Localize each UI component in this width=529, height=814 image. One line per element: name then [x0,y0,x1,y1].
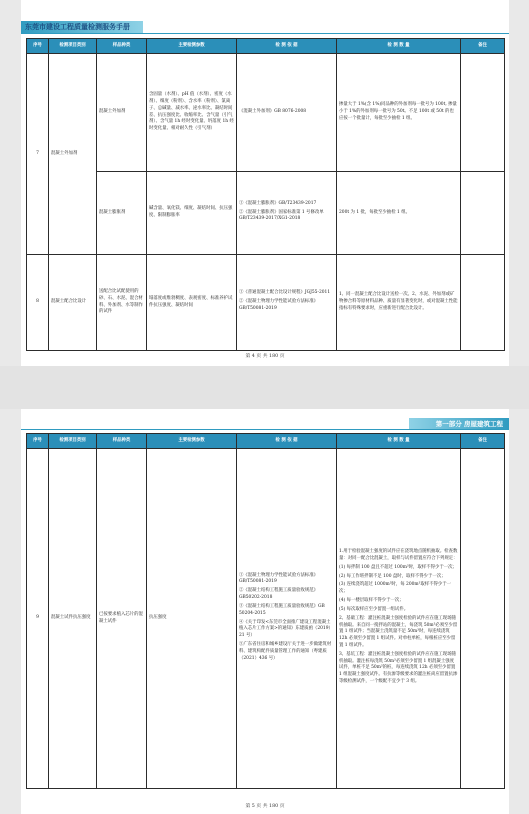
quantity-item: (1) 每拌制 100 盘且不超过 100m³时，取样不得少于一次； [339,564,457,570]
col-header: 样品种类 [97,434,147,449]
params-cell: 抗压强度 [147,449,237,789]
remark-cell [461,449,505,789]
quantity-item: (2) 每工作班拌制不足 100 盘时，取样不得少于一次； [339,573,446,579]
basis-item: ③《混凝土结构工程施工质量验收规范》GB 50204-2015 [239,603,325,616]
page-footer: 第 4 页 共 180 页 [245,354,285,359]
basis-item: ①《普通混凝土配合比设计规程》JGJ55-2011 [239,290,331,296]
col-header: 检测项目类别 [49,39,97,54]
sample-cell: 混凝土外加剂 [97,54,147,172]
table-row [27,449,505,789]
row-number: 8 [27,255,49,351]
quantity-item: 3、基坑工程：灌注桩混凝土强度检验的试件应在施工现场随机抽取。灌注桩每浇筑 50m³必须至少留置 1 组混凝土强度试件，单桩不足 50m³的桩，每连续浇筑 12h 必须至少留置 1 组混凝土强度试件。有抗渗等级要求的灌注桩尚应留置抗渗等级检测试件，一个级配不宜少于 3 组。 [339,651,458,685]
params-cell: 碱含量、氧化镁、细度、凝结时间、抗压强度、限制膨胀率 [147,172,237,255]
quantity-cell: 掺量大于 1%(含 1%)同品种的外加剂每一批号为 100t, 掺量小于 1%的外加剂每一批号为 50t。不足 100t 或 50t 的也应按一个批量计，每批至少抽检 1 组。 [337,54,461,172]
table-row [27,255,505,351]
col-header: 检 测 数 量 [337,39,461,54]
page-4 [21,0,509,366]
col-header: 序号 [27,39,49,54]
page-footer: 第 5 页 共 180 页 [245,804,285,809]
quantity-cell [337,449,461,789]
col-header: 检测项目类别 [49,434,97,449]
basis-cell [237,255,337,351]
inspection-table-page5 [26,433,505,789]
section-title: 第一部分 房屋建筑工程 [435,420,503,428]
section-header-band [409,418,509,429]
basis-item: ②《混凝土结构工程施工质量验收规范》GB50202-2018 [239,588,319,601]
basis-cell [237,172,337,255]
header-rule [21,33,509,34]
page-gap [0,366,529,409]
col-header: 备注 [461,39,505,54]
category-cell: 混凝土外加剂 [49,54,97,255]
col-header: 备注 [461,434,505,449]
sample-cell: 混凝土膨胀剂 [97,172,147,255]
basis-cell: 《混凝土外加剂》GB 8076-2008 [237,54,337,172]
sample-cell: 已按要求植入芯片的混凝土试件 [97,449,147,789]
quantity-item: (3) 连续浇筑超过 1000m³时，每 200m³取样不得少于一次； [339,582,452,595]
basis-item: ④《关于印发<东莞市全面推广建设工程混凝土植入芯片工作方案>的通知》东建质函（2019）21 号） [239,619,333,639]
basis-item: ①《混凝土物理力学性能试验方法标准》GB/T50081-2019 [239,572,319,585]
basis-item: ②《混凝土膨胀剂》国家标准第 1 号修改单 GB/T23439-2017/XG1-2018 [239,209,324,222]
quantity-item: 2、基础工程：灌注桩混凝土强度检验的试件应在施工现场随机抽取。来自同一搅拌站的混凝土，每浇筑 50m³必须至少留置 1 组试件；当混凝土浇筑量不足 50m³时，每连续浇筑 12h 必须至少留置 1 组试件。对单柱单桩，每根桩应至少留置 1 组试件。 [339,615,458,648]
sample-cell: 送配合比试配使用的砂、石、水泥、混合材料、外加剂、水等制作的试件 [97,255,147,351]
params-cell: 含固量（水剂）、pH 值（水剂）、密度（水剂）、细度（粉剂）、含水率（粉剂）、氯离子、总碱量、减水率、泌水率比、凝结时间差、抗压强度比、收缩率比、含气量（引气剂）、含气量 1h 经时变化量、坍落度 1h 经时变化量、相对耐久性（引气剂） [147,54,237,172]
row-number: 7 [27,54,49,255]
col-header: 检 测 依 据 [237,434,337,449]
quantity-item: (4) 每一楼层取样不得少于一次； [339,598,404,604]
table-row [27,54,505,172]
basis-item: ①《混凝土膨胀剂》GB/T23439-2017 [239,200,317,206]
remark-cell [461,255,505,351]
category-cell: 混凝土试件抗压强度 [49,449,97,789]
category-cell: 混凝土配合比设计 [49,255,97,351]
params-cell: 塌落度或维勃稠度、表观密度、标准养护试件抗压强度、凝结时间 [147,255,237,351]
col-header: 主要检测参数 [147,39,237,54]
basis-item: ⑤广东省住房和城乡建设厅关于进一步做建筑材料、建筑构配件质量管理工作的通知（粤建质（2021）436 号） [239,641,332,661]
table-row [27,172,505,255]
quantity-item: 1.用于检验混凝土强度的试件应在浇筑地点随机抽取。检查数量：对同一配合比混凝土，取样与试件留置应符合下列规定： [339,549,458,561]
manual-title: 东莞市建设工程质量检测服务手册 [25,23,130,31]
col-header: 检 测 数 量 [337,434,461,449]
quantity-item: (5) 每次取样应至少留置一组试件。 [339,606,409,612]
inspection-table-page4 [26,38,505,351]
col-header: 主要检测参数 [147,434,237,449]
col-header: 序号 [27,434,49,449]
page-5 [21,409,509,814]
col-header: 检 测 依 据 [237,39,337,54]
col-header: 样品种类 [97,39,147,54]
header-rule [21,429,509,430]
table-header-row [27,39,505,54]
basis-cell [237,449,337,789]
remark-cell [461,172,505,255]
basis-item: ②《混凝土物理力学性能试验方法标准》GB/T50081-2019 [239,299,319,311]
quantity-cell: 1、同一混凝土配合比设计送检一次。2、水泥、外加剂或矿物掺合料等原材料品种、质量有显著变化时，或对混凝土性能指标有特殊要求时，应重新进行配合比设计。 [337,255,461,351]
row-number: 9 [27,449,49,789]
table-header-row [27,434,505,449]
manual-header-band [21,21,143,33]
quantity-cell: 200t 为 1 批，每批至少抽检 1 组。 [337,172,461,255]
remark-cell [461,54,505,172]
